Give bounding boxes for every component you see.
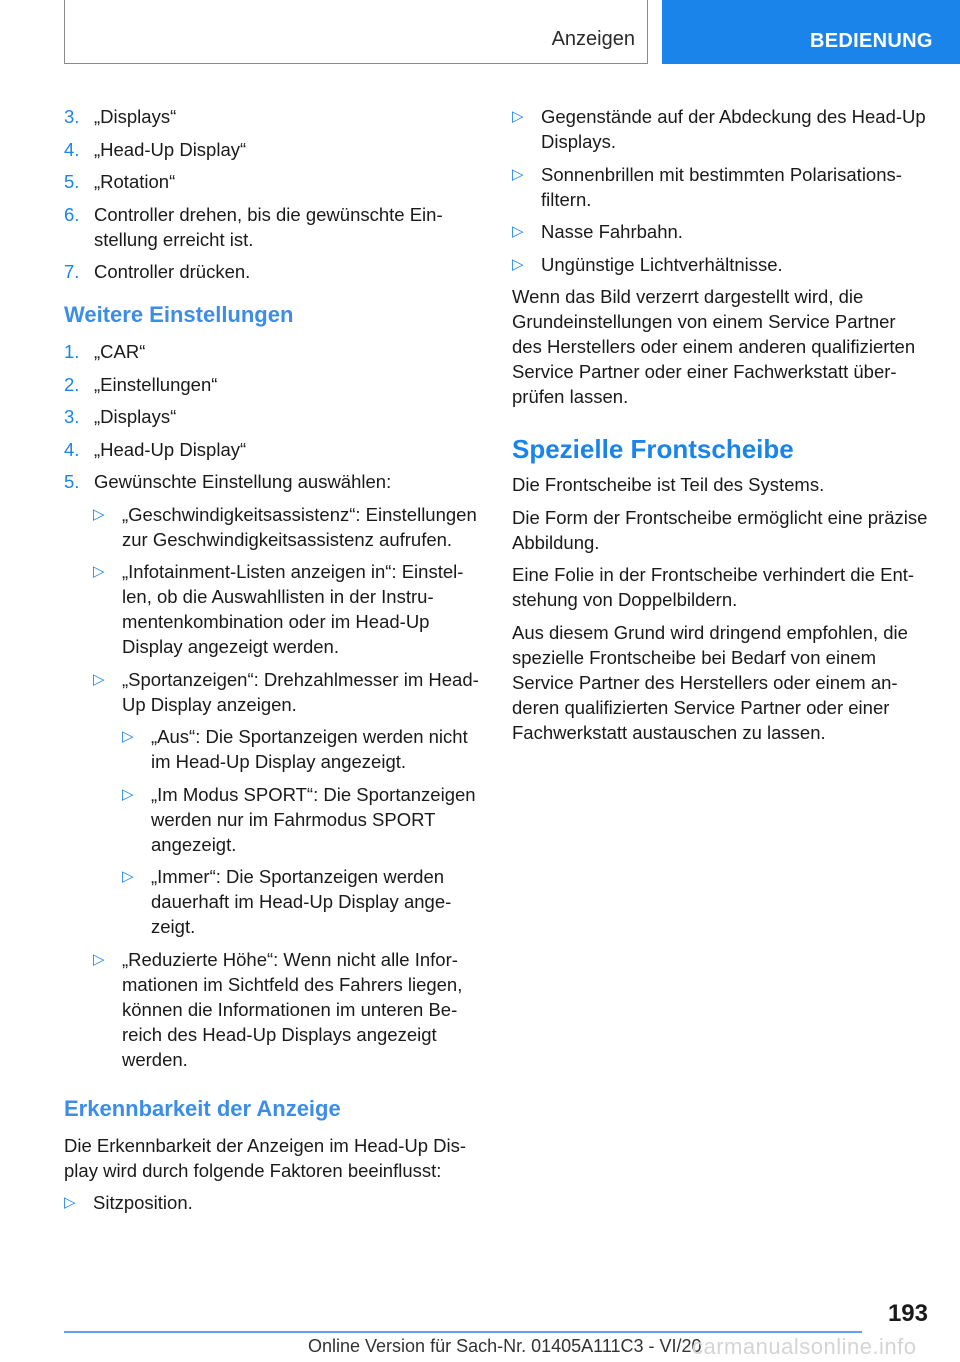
paragraph: Eine Folie in der Frontscheibe verhindert die Entstehung von Doppelbildern.	[512, 564, 915, 610]
factor-text: Nasse Fahrbahn.	[541, 221, 683, 242]
step-number: 3.	[64, 406, 80, 427]
sub-option-text: „Im Modus SPORT“: Die Sportanzeigen werden nur im Fahrmodus SPORT angezeigt.	[151, 783, 476, 855]
factor-text: Sitzposition.	[93, 1192, 193, 1213]
triangle-bullet-icon: ▷	[512, 108, 524, 125]
triangle-bullet-icon: ▷	[122, 728, 134, 745]
factor-item	[64, 1190, 480, 1215]
factor-text: Gegenstände auf der Abdeckung des Head-Up Displays.	[541, 106, 926, 152]
factor-text: Ungünstige Lichtverhältnisse.	[541, 253, 783, 275]
page-number: 193	[887, 1300, 928, 1327]
paragraph: Wenn das Bild verzerrt dargestellt wird, die Grundeinstellungen von einem Service Partner des Herstellers oder einem anderen qualifizierten Service Partner oder einer Fachwerkstatt überprüfen lassen.	[512, 286, 916, 407]
option-text: „Sportanzeigen“: Drehzahlmesser im Head-Up Display anzeigen.	[122, 668, 479, 715]
sub-option-item	[122, 864, 480, 939]
footer-divider	[64, 1331, 862, 1333]
step-text: „Displays“	[94, 106, 177, 127]
option-item	[93, 667, 480, 717]
list-item	[64, 372, 480, 397]
list-item	[64, 104, 480, 129]
triangle-bullet-icon: ▷	[512, 223, 524, 240]
left-column	[64, 104, 480, 1223]
step-number: 5.	[64, 171, 80, 192]
step-number: 3.	[64, 106, 80, 127]
step-text: Controller drehen, bis die gewünschte Einstellung erreicht ist.	[94, 203, 443, 250]
list-item	[64, 404, 480, 429]
step-text: „Einstellungen“	[94, 373, 218, 395]
option-item	[93, 559, 480, 659]
paragraph: Die Form der Frontscheibe ermöglicht eine präzise Abbildung.	[512, 506, 928, 553]
step-text: „CAR“	[94, 341, 146, 362]
triangle-bullet-icon: ▷	[122, 785, 134, 803]
list-item	[64, 469, 480, 494]
sub-option-item	[122, 782, 480, 857]
option-text: „Infotainment-Listen anzeigen in“: Einstellen, ob die Auswahllisten in der Instrumentenkombination oder im Head-Up Display angezeigt werden.	[122, 561, 464, 657]
step-number: 4.	[64, 438, 80, 460]
watermark: carmanualsonline.info	[692, 1334, 917, 1359]
paragraph: Aus diesem Grund wird dringend empfohlen, die spezielle Frontscheibe bei Bedarf von einem Service Partner des Herstellers oder einem anderen qualifizierten Service Partner oder einer Fachwerkstatt austauschen zu lassen.	[512, 621, 908, 743]
triangle-bullet-icon: ▷	[512, 255, 524, 273]
list-item	[64, 437, 480, 462]
triangle-bullet-icon: ▷	[93, 670, 105, 688]
step-text: Controller drücken.	[94, 261, 251, 282]
option-item	[93, 502, 480, 552]
step-number: 7.	[64, 261, 80, 282]
sub-option-text: „Immer“: Die Sportanzeigen werden dauerhaft im Head-Up Display angezeigt.	[151, 866, 452, 937]
factor-item	[512, 252, 930, 277]
step-number: 2.	[64, 373, 80, 395]
sub-option-item	[122, 724, 480, 774]
step-number: 4.	[64, 138, 80, 160]
list-item	[64, 259, 480, 284]
list-item	[64, 137, 480, 162]
list-item	[64, 202, 480, 252]
triangle-bullet-icon: ▷	[93, 950, 105, 968]
triangle-bullet-icon: ▷	[93, 505, 105, 523]
factor-item	[512, 219, 930, 244]
triangle-bullet-icon: ▷	[122, 868, 134, 885]
step-text: Gewünschte Einstellung auswählen:	[94, 471, 392, 492]
option-text: „Geschwindigkeitsassistenz“: Einstellungen zur Geschwindigkeitsassistenz aufrufen.	[122, 503, 477, 550]
triangle-bullet-icon: ▷	[64, 1194, 76, 1211]
step-text: „Head-Up Display“	[94, 438, 247, 460]
factor-text: Sonnenbrillen mit bestimmten Polarisationsfiltern.	[541, 163, 902, 210]
paragraph: Die Erkennbarkeit der Anzeigen im Head-Up Display wird durch folgende Faktoren beeinflusst:	[64, 1134, 467, 1181]
step-number: 6.	[64, 203, 80, 225]
option-text: „Reduzierte Höhe“: Wenn nicht alle Informationen im Sichtfeld des Fahrers liegen, können die Informationen im unteren Bereich des Head-Up Displays angezeigt werden.	[122, 948, 463, 1070]
section-heading-erkennbarkeit: Erkennbarkeit der Anzeige	[64, 1095, 341, 1121]
step-number: 5.	[64, 471, 80, 492]
section-heading-spezielle-frontscheibe: Spezielle Frontscheibe	[512, 434, 794, 464]
list-item	[64, 169, 480, 194]
option-item	[93, 947, 480, 1072]
step-text: „Rotation“	[94, 171, 176, 192]
right-column	[512, 104, 930, 752]
step-text: „Head-Up Display“	[94, 138, 247, 160]
header-chapter-tab: BEDIENUNG	[662, 0, 960, 64]
factor-item	[512, 104, 930, 154]
header-section-title: Anzeigen	[551, 28, 635, 50]
paragraph: Die Frontscheibe ist Teil des Systems.	[512, 474, 825, 495]
list-item	[64, 339, 480, 364]
triangle-bullet-icon: ▷	[512, 165, 524, 183]
step-text: „Displays“	[94, 406, 177, 427]
footer-version-text: Online Version für Sach-Nr. 01405A111C3 - VI/20	[308, 1336, 702, 1356]
factor-item	[512, 162, 930, 212]
sub-option-text: „Aus“: Die Sportanzeigen werden nicht im Head-Up Display angezeigt.	[151, 726, 468, 772]
step-number: 1.	[64, 341, 80, 362]
section-heading-weitere-einstellungen: Weitere Einstellungen	[64, 302, 294, 327]
triangle-bullet-icon: ▷	[93, 563, 105, 580]
